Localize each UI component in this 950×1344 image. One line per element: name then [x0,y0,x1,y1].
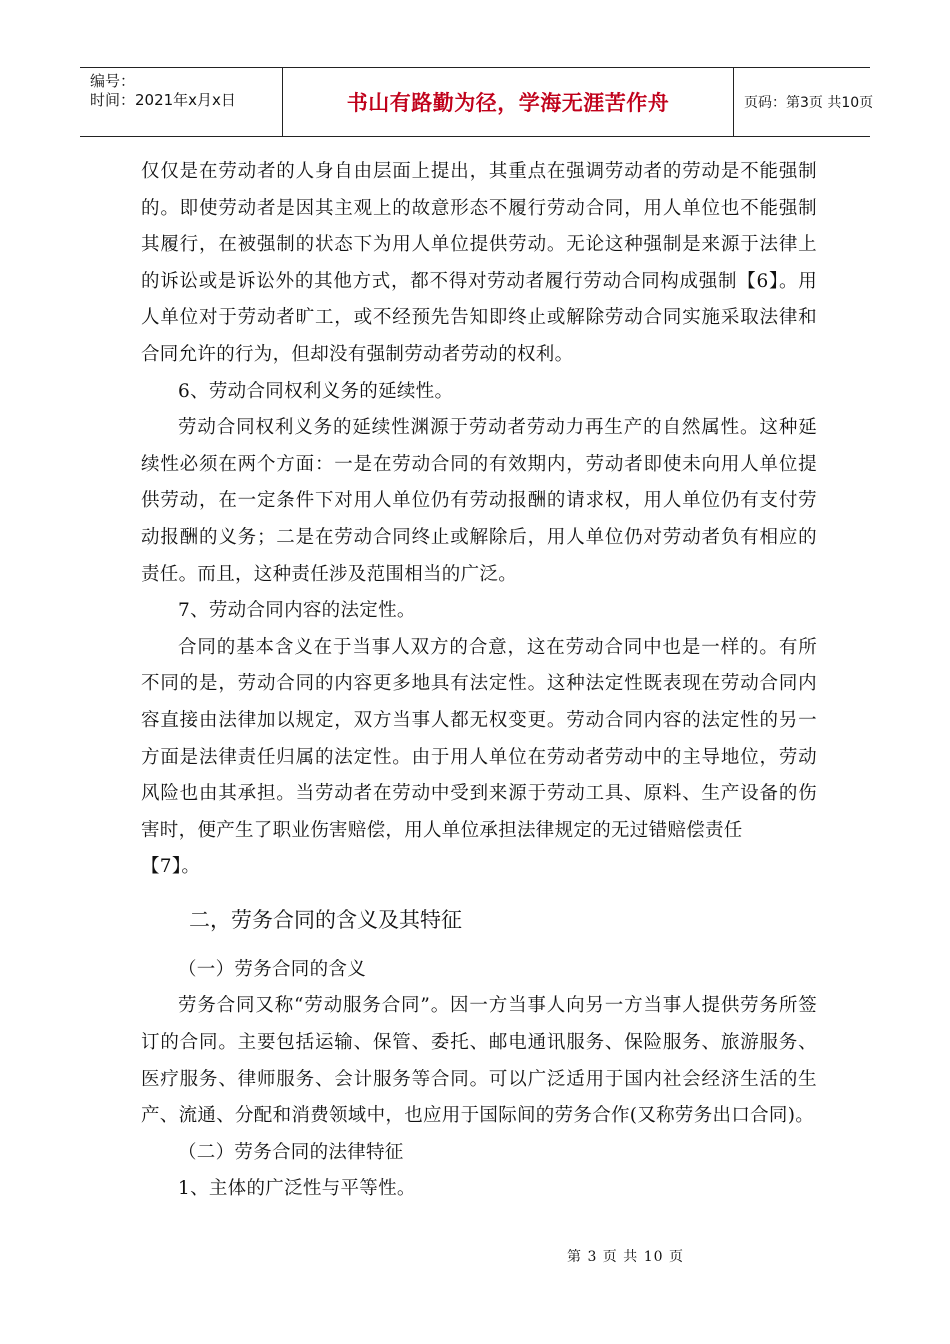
paragraph: 合同的基本含义在于当事人双方的合意，这在劳动合同中也是一样的。有所不同的是，劳动合同的内容更多地具有法定性。这种法定性既表现在劳动合同内容直接由法律加以规定，双方当事人都无权变更。劳动合同内容的法定性的另一方面是法律责任归属的法定性。由于用人单位在劳动者劳动中的主导地位，劳动风险也由其承担。当劳动者在劳动中受到来源于劳动工具、原料、生产设备的伤害时，便产生了职业伤害赔偿，用人单位承担法律规定的无过错赔偿责任 [141,636,817,841]
document-time-label: 时间：2021年x月x日 [90,91,236,109]
citation-line: 【7】。 [141,856,201,878]
subheading-6: 6、劳动合同权利义务的延续性。 [178,380,454,402]
paragraph-continuation: 仅仅是在劳动者的人身自由层面上提出，其重点在强调劳动者的劳动是不能强制的。即使劳动者是因其主观上的故意形态不履行劳动合同，用人单位也不能强制其履行，在被强制的状态下为用人单位提供劳动。无论这种强制是来源于法律上的诉讼或是诉讼外的其他方式，都不得对劳动者履行劳动合同构成强制【6】。用人单位对于劳动者旷工，或不经预先告知即终止或解除劳动合同实施采取法律和合同允许的行为，但却没有强制劳动者劳动的权利。 [141,161,817,365]
section-title: 二，劳务合同的含义及其特征 [189,907,462,932]
document-body [141,154,817,1208]
header-meta [80,68,283,136]
header-motto: 书山有路勤为径，学海无涯苦作舟 [346,91,670,115]
footer-page-number: 第 3 页 共 10 页 [567,1249,684,1265]
paragraph: 劳动合同权利义务的延续性渊源于劳动者劳动力再生产的自然属性。这种延续性必须在两个方面：一是在劳动合同的有效期内，劳动者即使未向用人单位提供劳动，在一定条件下对用人单位仍有劳动报酬的请求权，用人单位仍有支付劳动报酬的义务；二是在劳动合同终止或解除后，用人单位仍对劳动者负有相应的责任。而且，这种责任涉及范围相当的广泛。 [141,417,817,585]
document-number-label: 编号： [90,72,136,90]
subheading-7: 7、劳动合同内容的法定性。 [178,600,416,622]
subsection-heading-2: （二）劳务合同的法律特征 [178,1141,404,1163]
paragraph: 劳务合同又称“劳动服务合同”。因一方当事人向另一方当事人提供劳务所签订的合同。主要包括运输、保管、委托、邮电通讯服务、保险服务、旅游服务、医疗服务、律师服务、会计服务等合同。可以广泛适用于国内社会经济生活的生产、流通、分配和消费领域中，也应用于国际间的劳务合作(又称劳务出口合同)。 [141,995,817,1127]
list-item: 1、主体的广泛性与平等性。 [178,1178,416,1200]
header-motto-cell [283,68,734,136]
header-page-info: 页码：第3页 共10页 [744,95,874,111]
page-header [80,67,874,137]
subsection-heading-1: （一）劳务合同的含义 [178,958,367,980]
